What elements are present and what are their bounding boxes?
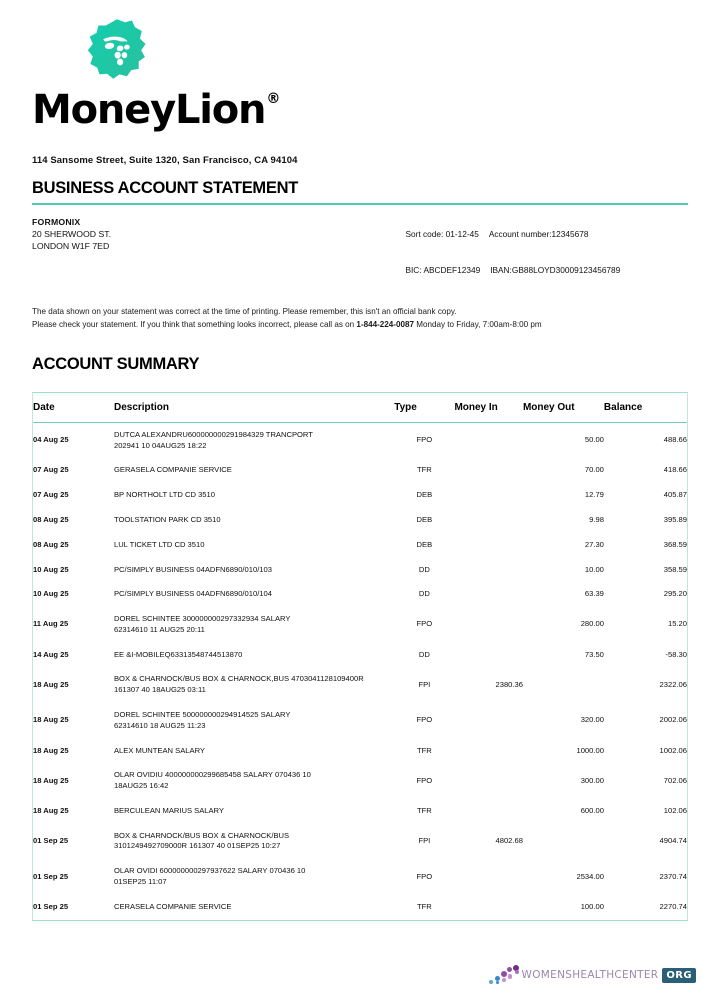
cell-balance: 2370.74	[659, 871, 687, 881]
transactions-table-head	[33, 393, 687, 423]
table-row	[33, 859, 687, 895]
brand-wordmark	[32, 87, 688, 133]
description-line-1: ALEX MUNTEAN SALARY	[113, 745, 205, 755]
table-row	[33, 799, 687, 824]
cell-money-out: 320.00	[580, 715, 604, 725]
cell-money-out: 27.30	[584, 539, 604, 549]
account-details-block	[387, 216, 620, 288]
cell-money-in	[454, 422, 523, 458]
decorative-dots-icon	[488, 964, 520, 986]
cell-date: 01 Sep 25	[33, 836, 69, 846]
column-header-date: Date	[33, 393, 114, 423]
column-header-money-out: Money Out	[523, 393, 604, 423]
description-line-1: OLAR OVIDIU 400000000299685458 SALARY 070436 10	[113, 770, 311, 780]
bic-value: ABCDEF12349	[423, 264, 481, 275]
transactions-table-body	[33, 422, 687, 919]
description-line-1: LUL TICKET LTD CD 3510	[113, 539, 205, 549]
support-phone-number: 1-844-224-0087	[356, 319, 414, 329]
iban-value: GB88LOYD30009123456789	[511, 264, 621, 275]
cell-money-in	[454, 458, 523, 483]
cell-money-out: 280.00	[580, 619, 604, 629]
table-row	[33, 483, 687, 508]
table-row	[33, 607, 687, 643]
cell-balance: 295.20	[663, 589, 687, 599]
cell-balance: 368.59	[663, 539, 687, 549]
column-header-money-in: Money In	[454, 393, 523, 423]
bic-label: BIC:	[405, 264, 422, 275]
table-row	[33, 508, 687, 533]
cell-money-in	[454, 799, 523, 824]
column-header-description: Description	[114, 393, 394, 423]
account-details-line-2	[387, 252, 620, 288]
description-line-1: CERASELA COMPANIE SERVICE	[113, 901, 232, 911]
transactions-table-container	[32, 392, 688, 921]
cell-date: 18 Aug 25	[33, 715, 69, 725]
watermark-org-badge: ORG	[662, 968, 696, 983]
description-line-1: BERCULEAN MARIUS SALARY	[113, 805, 224, 815]
disclaimer-line-2	[32, 318, 688, 331]
cell-date: 04 Aug 25	[33, 435, 69, 445]
cell-date: 10 Aug 25	[33, 589, 69, 599]
cell-money-out	[523, 824, 604, 860]
table-row	[33, 558, 687, 583]
table-row	[33, 703, 687, 739]
cell-money-out: 73.50	[584, 649, 604, 659]
cell-money-in	[454, 763, 523, 799]
description-line-1: EE &I-MOBILEQ63313548744513870	[113, 649, 243, 659]
description-line-1: BP NORTHOLT LTD CD 3510	[113, 490, 215, 500]
cell-description	[114, 422, 394, 458]
cell-balance: 15.20	[667, 619, 687, 629]
brand-logo-block	[32, 0, 688, 133]
watermark-text: WOMENSHEALTHCENTER	[521, 969, 659, 981]
column-header-balance: Balance	[604, 393, 687, 423]
registered-trademark-icon: ®	[266, 91, 280, 107]
cell-description	[114, 763, 394, 799]
cell-description	[114, 799, 394, 824]
table-row	[33, 739, 687, 764]
title-divider	[32, 203, 688, 205]
cell-balance: 488.66	[663, 435, 687, 445]
cell-description	[114, 667, 394, 703]
cell-money-in	[454, 508, 523, 533]
description-line-1: OLAR OVIDI 600000000297937622 SALARY 070436 10	[113, 866, 306, 876]
description-line-2: 62314610 18 AUG25 11:23	[113, 720, 206, 730]
description-line-2: 01SEP25 11:07	[113, 877, 167, 886]
cell-money-in	[454, 582, 523, 607]
addressee-line1: 20 SHERWOOD ST.	[32, 228, 112, 239]
account-number-value: 12345678	[551, 228, 589, 239]
cell-money-in	[454, 895, 523, 920]
description-line-2: 161307 40 18AUG25 03:11	[113, 685, 206, 695]
page-title: BUSINESS ACCOUNT STATEMENT	[32, 179, 298, 197]
description-line-2: 202941 10 04AUG25 18:22	[113, 440, 207, 450]
cell-money-in	[454, 607, 523, 643]
cell-description	[114, 458, 394, 483]
cell-type: TFR	[416, 901, 432, 911]
table-header-row	[33, 393, 687, 423]
table-row	[33, 667, 687, 703]
cell-date: 11 Aug 25	[33, 619, 69, 629]
cell-type: TFR	[416, 465, 432, 475]
cell-date: 18 Aug 25	[33, 745, 69, 755]
account-summary-title: ACCOUNT SUMMARY	[32, 354, 200, 373]
addressee-block	[32, 216, 387, 253]
cell-money-out	[523, 667, 604, 703]
table-row	[33, 458, 687, 483]
cell-description	[114, 558, 394, 583]
cell-balance: 418.66	[663, 465, 687, 475]
cell-money-in	[454, 703, 523, 739]
company-address: 114 Sansome Street, Suite 1320, San Francisco, CA 94104	[32, 155, 298, 166]
cell-type: TFR	[416, 805, 432, 815]
table-row	[33, 895, 687, 920]
cell-balance: 702.06	[663, 775, 687, 785]
cell-type: DEB	[416, 539, 433, 549]
cell-balance: 1002.06	[659, 745, 687, 755]
table-row	[33, 422, 687, 458]
cell-description	[114, 483, 394, 508]
table-row	[33, 643, 687, 668]
cell-money-in	[454, 533, 523, 558]
cell-date: 01 Sep 25	[33, 871, 69, 881]
cell-money-out: 50.00	[584, 435, 604, 445]
cell-type: FPO	[416, 435, 433, 445]
cell-date: 07 Aug 25	[33, 465, 69, 475]
disclaimer-line-1: The data shown on your statement was correct at the time of printing. Please remember, this isn't an official bank copy.	[32, 306, 457, 316]
table-row	[33, 582, 687, 607]
description-line-1: TOOLSTATION PARK CD 3510	[113, 514, 221, 524]
cell-money-out: 1000.00	[576, 745, 604, 755]
account-number-label: Account number:	[488, 228, 552, 239]
cell-money-in: 4802.68	[495, 836, 523, 846]
cell-description	[114, 582, 394, 607]
cell-type: DEB	[416, 514, 433, 524]
cell-description	[114, 508, 394, 533]
cell-description	[114, 533, 394, 558]
description-line-1: DOREL SCHINTEE 300000000297332934 SALARY	[113, 614, 291, 624]
cell-date: 01 Sep 25	[33, 901, 69, 911]
cell-description	[114, 739, 394, 764]
column-header-type: Type	[394, 393, 454, 423]
table-row	[33, 824, 687, 860]
brand-name-part2: Lion	[174, 87, 266, 133]
description-line-1: GERASELA COMPANIE SERVICE	[113, 465, 232, 475]
description-line-1: DOREL SCHINTEE 500000000294914525 SALARY	[113, 709, 291, 719]
brand-name-part1: Money	[32, 87, 175, 133]
account-details-line-1	[387, 216, 620, 252]
addressee-name: FORMONIX	[32, 216, 81, 227]
cell-date: 18 Aug 25	[33, 679, 69, 689]
cell-balance: -58.30	[665, 649, 687, 659]
cell-type: DD	[418, 589, 430, 599]
cell-type: FPO	[416, 715, 433, 725]
cell-date: 18 Aug 25	[33, 805, 69, 815]
cell-balance: 102.06	[663, 805, 687, 815]
transactions-table	[33, 393, 687, 920]
disclaimer-block	[32, 305, 688, 331]
addressee-line2: LONDON W1F 7ED	[32, 241, 110, 252]
cell-type: FPO	[416, 619, 433, 629]
cell-money-in	[454, 558, 523, 583]
cell-money-in	[454, 859, 523, 895]
description-line-2: 18AUG25 16:42	[113, 781, 169, 791]
cell-date: 14 Aug 25	[33, 649, 69, 659]
cell-balance: 4904.74	[659, 836, 687, 846]
sort-code-value: 01-12-45	[445, 228, 479, 239]
cell-money-out: 12.79	[584, 490, 604, 500]
description-line-1: DUTCA ALEXANDRU600000000291984329 TRANCPORT	[113, 429, 313, 439]
cell-money-in	[454, 483, 523, 508]
cell-description	[114, 895, 394, 920]
cell-date: 10 Aug 25	[33, 564, 69, 574]
description-line-1: BOX & CHARNOCK/BUS BOX & CHARNOCK/BUS	[113, 830, 290, 840]
cell-description	[114, 643, 394, 668]
cell-money-in	[454, 643, 523, 668]
cell-money-out: 9.98	[589, 514, 604, 524]
cell-balance: 2002.06	[659, 715, 687, 725]
cell-money-out: 10.00	[584, 564, 604, 574]
cell-date: 08 Aug 25	[33, 539, 69, 549]
description-line-2: 3101249492709000R 161307 40 01SEP25 10:27	[113, 841, 281, 851]
cell-balance: 2270.74	[659, 901, 687, 911]
cell-money-out: 100.00	[580, 901, 604, 911]
cell-type: DD	[418, 564, 430, 574]
cell-money-in: 2380.36	[495, 679, 523, 689]
cell-type: FPO	[416, 871, 433, 881]
cell-description	[114, 607, 394, 643]
cell-type: FPO	[416, 775, 433, 785]
cell-money-out: 2534.00	[576, 871, 604, 881]
cell-balance: 2322.06	[659, 679, 687, 689]
cell-type: TFR	[416, 745, 432, 755]
cell-balance: 358.59	[663, 564, 687, 574]
cell-description	[114, 824, 394, 860]
cell-date: 07 Aug 25	[33, 490, 69, 500]
cell-balance: 405.87	[663, 490, 687, 500]
table-row	[33, 763, 687, 799]
iban-label: IBAN:	[490, 264, 512, 275]
cell-type: FPI	[418, 836, 431, 846]
cell-money-out: 63.39	[584, 589, 604, 599]
disclaimer-text-before-phone: Please check your statement. If you think that something looks incorrect, please call as on	[32, 319, 357, 329]
description-line-1: BOX & CHARNOCK/BUS BOX & CHARNOCK,BUS 4703041128109400R	[113, 674, 364, 684]
cell-type: DD	[418, 649, 430, 659]
cell-description	[114, 703, 394, 739]
cell-money-in	[454, 739, 523, 764]
cell-date: 08 Aug 25	[33, 514, 69, 524]
disclaimer-text-after-phone: Monday to Friday, 7:00am-8:00 pm	[413, 319, 542, 329]
description-line-1: PC/SIMPLY BUSINESS 04ADFN6890/010/104	[113, 589, 272, 599]
lion-mark-icon	[86, 18, 148, 80]
description-line-2: 62314610 11 AUG25 20:11	[113, 624, 205, 634]
cell-money-out: 300.00	[580, 775, 604, 785]
description-line-1: PC/SIMPLY BUSINESS 04ADFN6890/010/103	[113, 564, 272, 574]
cell-money-out: 70.00	[584, 465, 604, 475]
cell-type: FPI	[418, 679, 431, 689]
cell-description	[114, 859, 394, 895]
table-row	[33, 533, 687, 558]
cell-balance: 395.89	[663, 514, 687, 524]
account-header-row	[32, 216, 688, 288]
sort-code-label: Sort code:	[405, 228, 444, 239]
cell-type: DEB	[416, 490, 433, 500]
footer-watermark	[488, 962, 696, 988]
cell-date: 18 Aug 25	[33, 775, 69, 785]
cell-money-out: 600.00	[580, 805, 604, 815]
